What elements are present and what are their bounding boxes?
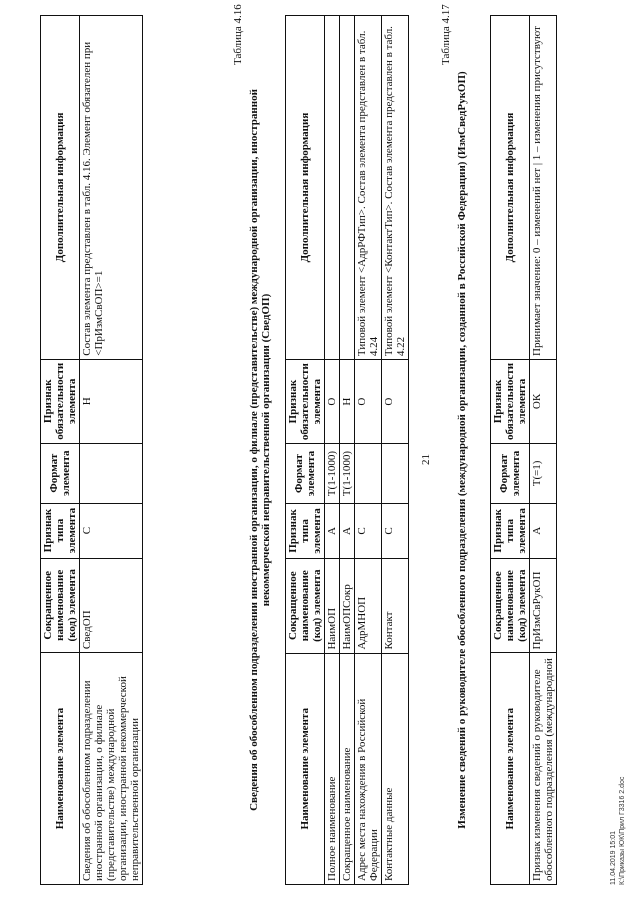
header-format: Формат элемента [491,444,530,504]
cell-format [355,444,382,504]
footer-date: 11.04.2019 15:01 [610,831,617,885]
header-name: Наименование элемента [41,653,80,885]
cell-type: С [382,503,409,558]
cell-name: Сведения об обособленном подразделении иностранной организации, о филиале (представительстве) международной организации, иностранной некоммерческой неправительственной организации [80,653,143,885]
cell-info [340,16,355,360]
cell-code: Контакт [382,558,409,653]
cell-name: Полное наименование [325,653,340,884]
cell-req: О [382,360,409,444]
header-req: Признак обязательности элемента [491,359,530,443]
table-element-list [40,15,143,885]
cell-req: О [325,360,340,444]
header-info: Дополнительная информация [491,16,530,360]
cell-type: А [530,503,557,558]
cell-format: T(=1) [530,444,557,504]
cell-name: Признак изменения сведений о руководителе обособленного подразделения (международной [530,653,557,885]
cell-code: НаимОПСокр [340,558,355,653]
cell-req: Н [80,359,143,443]
header-type: Признак типа элемента [286,503,325,558]
header-code: Сокращенное наименование (код) элемента [286,558,325,653]
header-name: Наименование элемента [286,653,325,884]
cell-req: Н [340,360,355,444]
cell-name: Сокращенное наименование [340,653,355,884]
cell-type: А [325,503,340,558]
table-row [325,16,340,885]
table-4-17 [490,15,557,885]
cell-req: ОК [530,359,557,443]
cell-code: ПрИзмСвРукОП [530,558,557,653]
table-label-4-17: Таблица 4.17 [440,4,452,65]
table-row [340,16,355,885]
header-type: Признак типа элемента [41,503,80,558]
cell-code: СведОП [80,558,143,653]
cell-format: T(1-1000) [325,444,340,504]
footer-path: К:\Приказы ЮК\Прил Г3316 2.doc [619,776,626,885]
cell-info: Состав элемента представлен в табл. 4.16. Элемент обязателен при <ПрИзмСвОП>=1 [80,16,143,360]
cell-code: АдрМНОП [355,558,382,653]
header-info: Дополнительная информация [286,16,325,360]
cell-format [382,444,409,504]
page-number: 21 [420,454,432,465]
header-code: Сокращенное наименование (код) элемента [41,558,80,653]
table-row [355,16,382,885]
header-type: Признак типа элемента [491,503,530,558]
cell-type: С [80,503,143,558]
header-format: Формат элемента [286,444,325,504]
table-row [382,16,409,885]
table-title-4-17: Изменение сведений о руководителе обособленного подразделения (международной организации, созданной в Российской Федерации) (ИзмСведРукОП) [456,71,468,829]
cell-name: Адрес места нахождения в Российской Федерации [355,653,382,884]
cell-format [80,443,143,503]
cell-name: Контактные данные [382,653,409,884]
header-name: Наименование элемента [491,653,530,885]
cell-info: Принимает значение: 0 – изменений нет | 1 – изменения присутствуют [530,16,557,360]
header-req: Признак обязательности элемента [41,359,80,443]
header-format: Формат элемента [41,443,80,503]
header-req: Признак обязательности элемента [286,360,325,444]
cell-req: О [355,360,382,444]
cell-code: НаимОП [325,558,340,653]
cell-info: Типовой элемент <АдрРФТип>. Состав элемента представлен в табл. 4.24 [355,16,382,360]
header-code: Сокращенное наименование (код) элемента [491,558,530,653]
cell-format: T(1-1000) [340,444,355,504]
table-row [80,16,143,885]
header-info: Дополнительная информация [41,16,80,360]
table-title-4-16: Сведения об обособленном подразделении иностранной организации, о филиале (представительстве) международной организации, иностранной некоммерческой неправительственной организации (СведОП) [248,89,272,811]
cell-info: Типовой элемент <КонтактТип>. Состав элемента представлен в табл. 4.22 [382,16,409,360]
cell-type: А [340,503,355,558]
table-label-4-16: Таблица 4.16 [232,4,244,65]
table-4-16 [285,15,409,885]
cell-info [325,16,340,360]
cell-type: С [355,503,382,558]
table-row [530,16,557,885]
